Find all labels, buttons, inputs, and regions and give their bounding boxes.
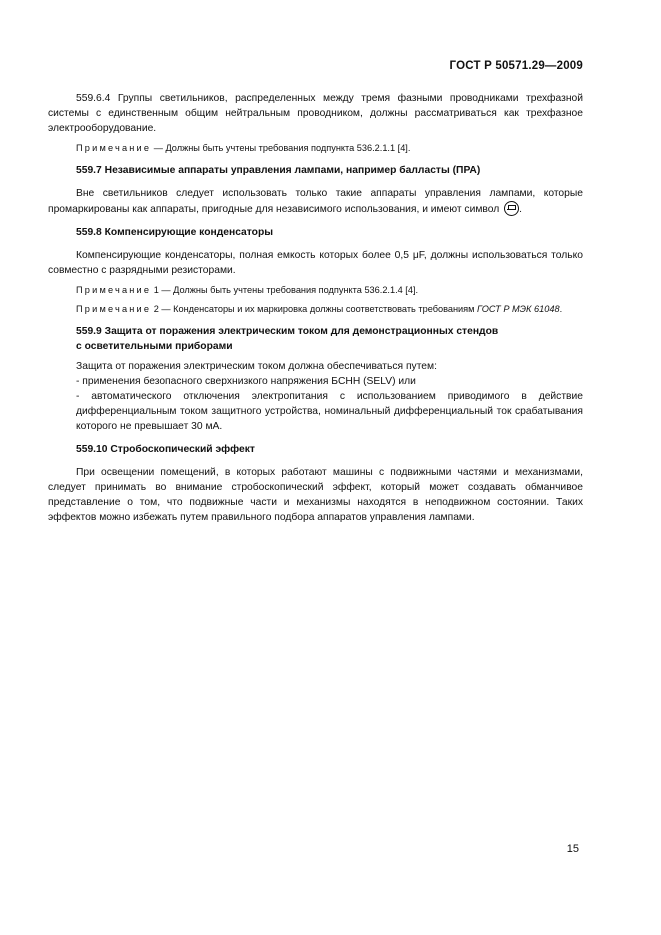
heading-559-9-line1: 559.9 Защита от поражения электрическим током для демонстрационных стендов xyxy=(76,326,499,337)
note-reference: ГОСТ Р МЭК 61048 xyxy=(477,304,560,314)
note-559-8-1 xyxy=(48,283,583,297)
clause-559-10: При освещении помещений, в которых работают машины с подвижными частями и механизмами, следует принимать во внимание стробоскопический эффект, который может создавать обманчивое представление о том, что подвижные части и механизмы находятся в неподвижном состоянии. Таких эффектов можно избежать путем правильного подбора аппаратов управления лампами. xyxy=(48,467,583,523)
note-end: . xyxy=(559,304,563,314)
clause-559-7-end: . xyxy=(519,204,523,215)
heading-559-8: 559.8 Компенсирующие конденсаторы xyxy=(76,227,274,238)
heading-559-7: 559.7 Независимые аппараты управления лампами, например балласты (ПРА) xyxy=(76,165,481,176)
note-label: Примечание xyxy=(76,143,152,153)
note-text: — Должны быть учтены требования подпункта 536.2.1.1 [4]. xyxy=(151,143,411,153)
clause-559-9-intro: Защита от поражения электрическим током должна обеспечиваться путем: xyxy=(76,361,437,372)
clause-559-7-text: Вне светильников следует использовать только такие аппараты управления лампами, которые промаркированы как аппараты, пригодные для независимого использования, и имеют символ xyxy=(48,188,583,215)
clause-559-6-4: 559.6.4 Группы светильников, распределенных между тремя фазными проводниками трехфазной системы с единственным общим нейтральным проводником, должны рассматриваться как трехфазное электрооборудование. xyxy=(48,93,583,134)
note-label: Примечание xyxy=(76,285,152,295)
list-item: - автоматического отключения электропитания с использованием приводимого в действие дифференциальным током защитного устройства, номинальный дифференциальный ток срабатывания которого не превышает 30 мА. xyxy=(76,391,583,432)
note-559-6-4 xyxy=(48,141,583,155)
heading-559-10: 559.10 Стробоскопический эффект xyxy=(76,444,255,455)
note-559-8-2 xyxy=(48,302,583,316)
note-label: Примечание xyxy=(76,304,152,314)
clause-559-8: Компенсирующие конденсаторы, полная емкость которых более 0,5 μF, должны использоваться только совместно с разрядными резисторами. xyxy=(48,250,583,276)
page-content xyxy=(48,91,583,525)
heading-559-9-line2: с осветительными приборами xyxy=(76,341,233,352)
note-text: 1 — Должны быть учтены требования подпункта 536.2.1.4 [4]. xyxy=(151,285,419,295)
standard-header: ГОСТ Р 50571.29—2009 xyxy=(449,60,583,72)
clause-559-7 xyxy=(48,186,583,217)
page-number: 15 xyxy=(566,843,579,855)
list-item: - применения безопасного сверхнизкого напряжения БСНН (SELV) или xyxy=(76,376,416,387)
note-text: 2 — Конденсаторы и их маркировка должны соответствовать требованиям xyxy=(151,304,478,314)
independent-ballast-symbol-icon xyxy=(504,201,519,216)
